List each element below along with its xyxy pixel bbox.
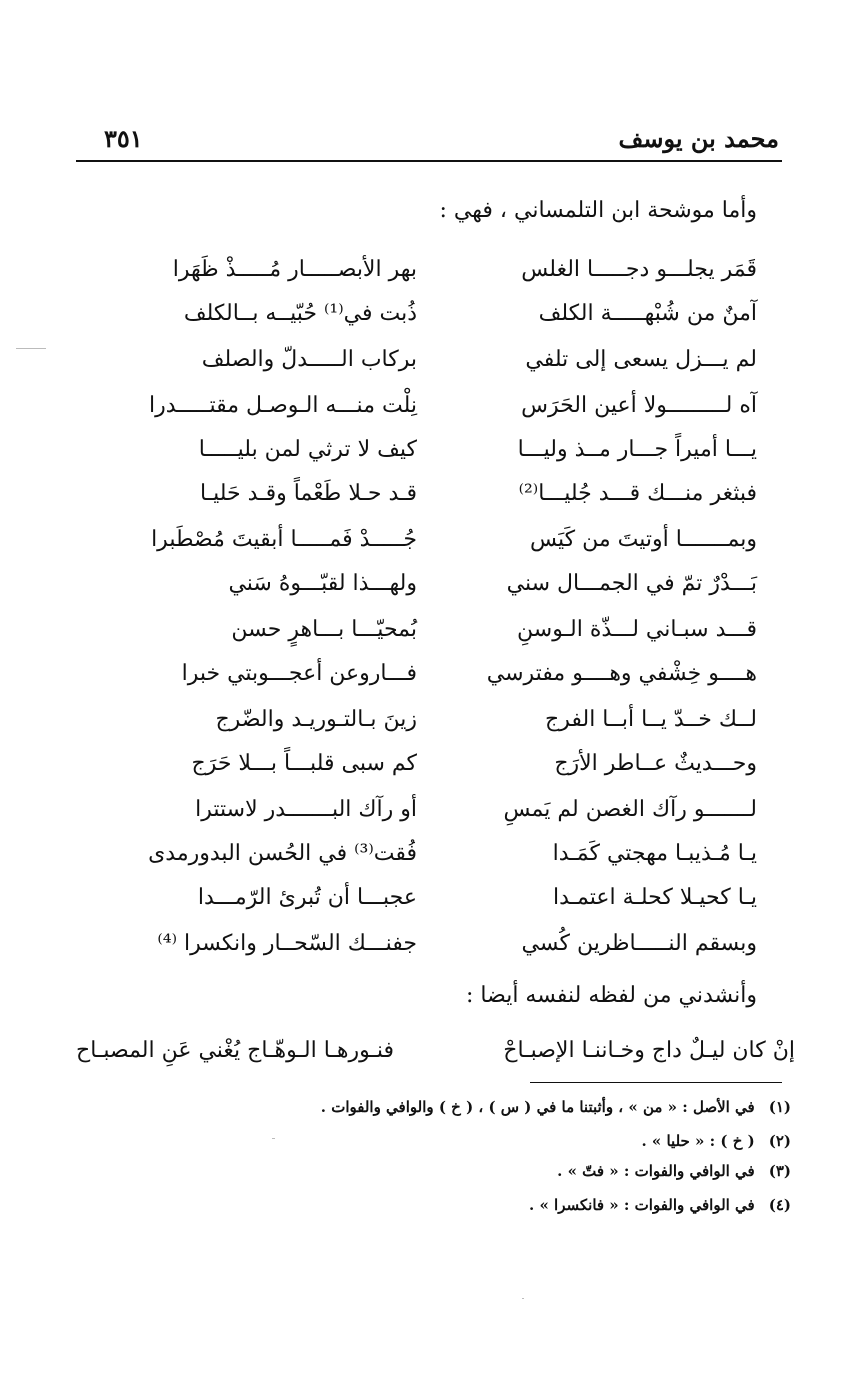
verse-row: [0, 832, 867, 876]
verse-row: [0, 652, 867, 696]
verse-first-hemistich: قَمَر يجلـــو دجـــــا الغلس: [521, 257, 757, 282]
verse-second-hemistich: كم سبى قلبـــاً بـــلا حَرَج: [191, 751, 417, 776]
running-title: محمد بن يوسف: [618, 124, 779, 153]
verse-second-hemistich: كيف لا ترثي لمن بليـــــا: [198, 437, 417, 462]
verse-row: [0, 338, 867, 382]
footnote-text: ( خ ) : « حليا » .: [641, 1132, 755, 1150]
verse-second-hemistich: بُمحيّـــا بـــاهرٍ حسن: [231, 617, 417, 642]
page-number: ٣٥١: [104, 124, 143, 153]
poem-first-hemistich: إنْ كان ليـلٌ داج وخـاننـا الإصبـاحْ: [503, 1038, 795, 1063]
verse-row: [0, 742, 867, 786]
verse-row: [0, 562, 867, 606]
footnote-number: (١): [768, 1098, 791, 1116]
scan-speck: [272, 1138, 275, 1139]
verse-row: [0, 248, 867, 292]
poem-second-hemistich: فنـورهـا الـوهّـاج يُغْني عَنِ المصبـاح: [76, 1038, 395, 1063]
footnote-rule: [530, 1082, 782, 1083]
verse-second-hemistich: عجبـــا أن تُبرئ الرّمـــدا: [197, 885, 417, 910]
intro-line: وأما موشحة ابن التلمساني ، فهي :: [439, 198, 757, 223]
verse-second-hemistich: أو رآك البـــــــدر لاستترا: [195, 797, 417, 822]
footnote-text: في الوافي والفوات : « فتّ » .: [557, 1162, 755, 1180]
verse-row: [0, 428, 867, 472]
header-rule: [76, 160, 782, 162]
footnote: [321, 1098, 791, 1116]
verse-second-hemistich: فـــاروعن أعجـــوبتي خبرا: [181, 661, 417, 686]
verse-first-hemistich: وبمـــــــا أوتيتَ من كَيَس: [529, 527, 757, 552]
verse-second-hemistich: ذُبت في⁽¹⁾ حُبّيــه بــالكلف: [183, 301, 417, 326]
verse-second-hemistich: فُقت⁽³⁾ في الحُسن البدورمدى: [148, 841, 417, 866]
footnote: [557, 1162, 791, 1180]
verse-first-hemistich: وحـــديثٌ عــاطر الأرَج: [554, 751, 757, 776]
verse-first-hemistich: فبثغر منـــك قـــد جُليـــا⁽²⁾: [518, 481, 757, 506]
verse-first-hemistich: يـا كحيـلا كحلـة اعتمـدا: [552, 885, 757, 910]
verse-second-hemistich: نِلْت منـــه الـوصـل مقتـــــدرا: [148, 393, 417, 418]
footnote-number: (٤): [768, 1196, 791, 1214]
footnote: [529, 1196, 791, 1214]
verse-row: [0, 384, 867, 428]
verse-second-hemistich: جفنـــك السّحــار وانكسرا ⁽⁴⁾: [157, 931, 417, 956]
verse-first-hemistich: آه لـــــــــولا أعين الحَرَس: [521, 393, 757, 418]
verse-row: [0, 608, 867, 652]
verse-first-hemistich: آمنٌ من شُبْهـــــة الكلف: [538, 301, 757, 326]
verse-second-hemistich: بهر الأبصـــــار مُـــــذْ ظَهَرا: [172, 257, 417, 282]
verse-row: [0, 788, 867, 832]
verse-first-hemistich: يـا مُـذيبـا مهجتي كَمَـدا: [552, 841, 757, 866]
footnote-text: في الأصل : « من » ، وأثبتنا ما في ( س ) ، ( خ ) والوافي والفوات .: [320, 1098, 755, 1116]
verse-second-hemistich: قـد حـلا طَعْماً وقـد حَليـا: [199, 481, 417, 506]
verse-row: [0, 472, 867, 516]
verse-second-hemistich: بركاب الـــــدلّ والصلف: [201, 347, 417, 372]
verse-first-hemistich: هــــو خِشْفي وهــــو مفترسي: [486, 661, 757, 686]
verse-second-hemistich: جُـــــدْ فَمـــــا أبقيتَ مُصْطَبرا: [151, 527, 417, 552]
verse-row: [0, 922, 867, 966]
verse-second-hemistich: ولهـــذا لقبّـــوهُ سَني: [228, 571, 417, 596]
verse-first-hemistich: يـــا أميراً جـــار مــذ وليـــا: [517, 437, 757, 462]
verse-first-hemistich: لــك خــدّ يــا أبــا الفرج: [545, 707, 757, 732]
footnote-number: (٢): [768, 1132, 791, 1150]
verse-row: [0, 698, 867, 742]
verse-first-hemistich: قـــد سبـاني لـــذّة الـوسنِ: [517, 617, 757, 642]
verse-row: [0, 518, 867, 562]
verse-first-hemistich: لم يـــزل يسعى إلى تلفي: [525, 347, 757, 372]
verse-first-hemistich: بَـــدْرٌ تمّ في الجمـــال سني: [506, 571, 757, 596]
footnote-number: (٣): [768, 1162, 791, 1180]
footnote: [641, 1132, 791, 1150]
verse-row: [0, 292, 867, 336]
scan-speck: [16, 348, 46, 349]
intro-line-2: وأنشدني من لفظه لنفسه أيضا :: [466, 983, 757, 1008]
footnote-text: في الوافي والفوات : « فانكسرا » .: [529, 1196, 755, 1214]
verse-second-hemistich: زينَ بـالتـوريـد والضّرج: [215, 707, 417, 732]
verse-first-hemistich: لـــــــو رآك الغصن لم يَمسِ: [503, 797, 757, 822]
scan-speck: [522, 1298, 524, 1299]
verse-row: [0, 876, 867, 920]
verse-first-hemistich: وبسقم النـــــاظرين كُسي: [521, 931, 757, 956]
